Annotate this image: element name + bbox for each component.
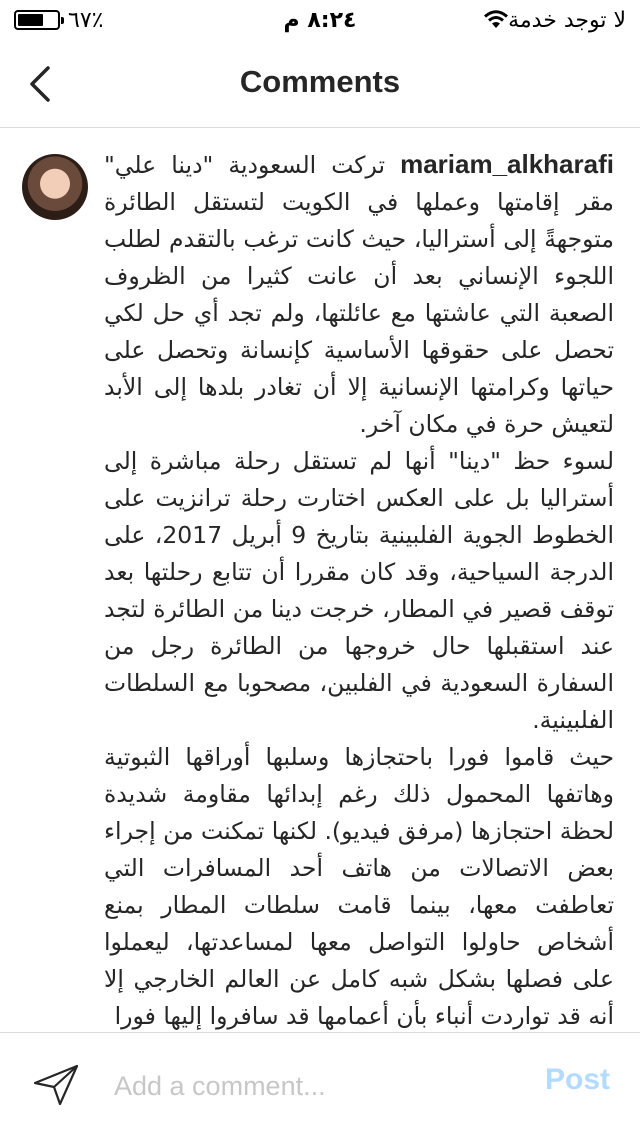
- post-button[interactable]: Post: [544, 1063, 610, 1096]
- comment-composer: [0, 1032, 640, 1136]
- comment-username[interactable]: mariam_alkharafi: [400, 149, 614, 179]
- paper-plane-icon[interactable]: [32, 1063, 80, 1107]
- status-bar: [0, 0, 640, 40]
- comment-input[interactable]: [114, 1065, 514, 1107]
- wifi-icon: [482, 8, 510, 30]
- page-title: Comments: [239, 64, 401, 99]
- header-bar: [0, 40, 640, 128]
- comment-text: تركت السعودية "دينا علي" مقر إقامتها وعملها في الكويت لتستقل الطائرة متوجهةً إلى أستراليا، حيث كانت ترغب بالتقدم لطلب اللجوء الإنساني بعد أن عانت كثيرا من الظروف الصعبة التي عاشتها مع عائلتها، ولم تجد أي حل لكي تحصل على حقوقها الأساسية كإنسانة وتحصل على حياتها وكرامتها الإنسانية إلا أن تغادر بلدها إلى الأبد لتعيش حرة في مكان آخر. لسوء حظ "دينا" أنها لم تستقل رحلة مباشرة إلى أستراليا بل على العكس اختارت رحلة ترانزيت على الخطوط الجوية الفلبينية بتاريخ 9 أبريل 2017، على الدرجة السياحية، وقد كان مقررا أن تتابع رحلتها بعد توقف قصير في المطار، خرجت دينا من الطائرة لتجد عند استقبلها حال خروجها من الطائرة رجل من السفارة السعودية في الفلبين، مصحوبا مع السلطات الفلبينية. حيث قاموا فورا باحتجازها وسلبها أوراقها الثبوتية وهاتفها المحمول ذلك رغم إبدائها مقاومة شديدة لحظة احتجازها (مرفق فيديو). لكنها تمكنت من إجراء بعض الاتصالات من هاتف أحد المسافرات التي تعاطفت معها، بينما قامت سلطات المطار بمنع أشخاص حاولوا التواصل معها لمساعدتها، ليعملوا على فصلها بشكل شبه كامل عن العالم الخارجي إلا أنه قد تواردت أنباء بأن أعمامها قد سافروا إليها فورا: [104, 151, 614, 1030]
- clock: ٨:٢٤ م: [283, 8, 357, 33]
- carrier-label: لا توجد خدمة: [508, 8, 626, 33]
- comments-list[interactable]: [0, 128, 640, 1032]
- battery-percent: ٦٧٪: [68, 8, 104, 33]
- chevron-left-icon[interactable]: [20, 62, 64, 106]
- avatar[interactable]: [22, 154, 88, 220]
- comment-item: [104, 146, 614, 1032]
